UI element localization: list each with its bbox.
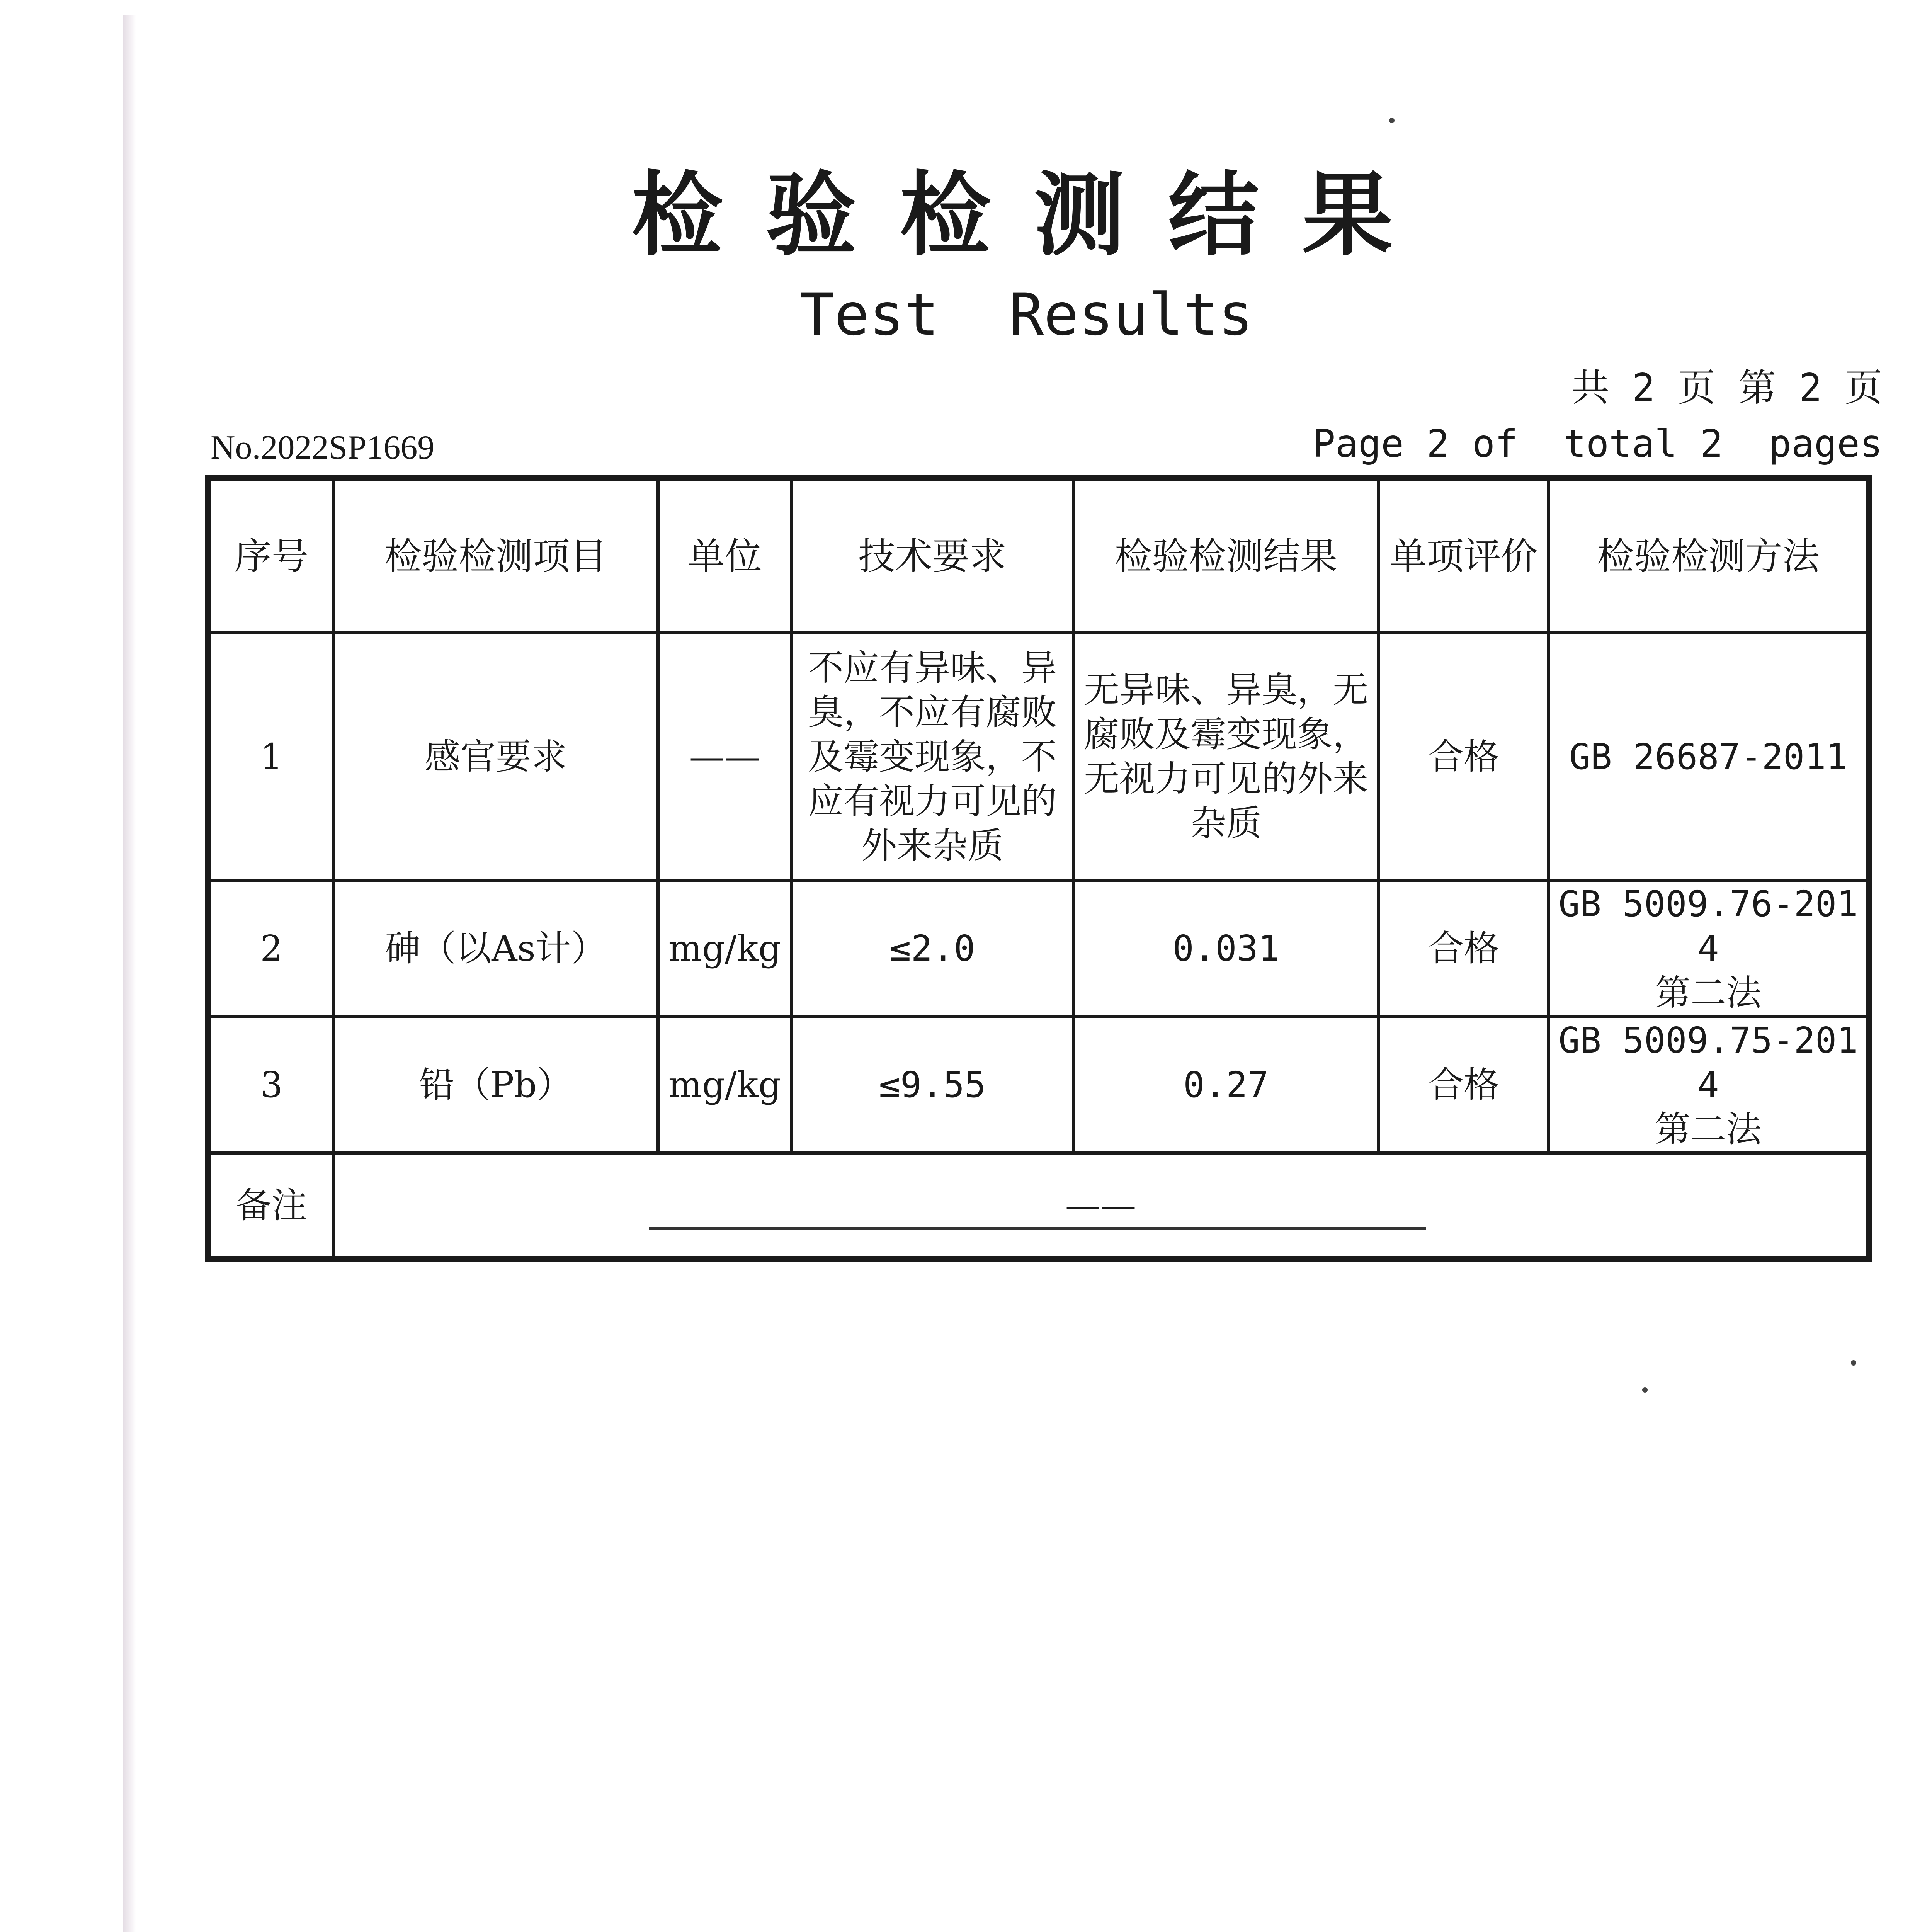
remarks-row [208,1153,1869,1259]
cell-evaluation: 合格 [1379,633,1549,880]
scan-speck [1851,1360,1856,1366]
cell-evaluation: 合格 [1379,880,1549,1017]
report-number: No.2022SP1669 [211,429,435,466]
col-header-item: 检验检测项目 [333,478,658,633]
cell-evaluation: 合格 [1379,1017,1549,1153]
page-title-en: Test Results [799,281,1253,349]
cell-method: GB 26687-2011 [1549,633,1869,880]
table-header-row [208,478,1869,633]
results-table [205,475,1872,1262]
method-standard: GB 5009.76-2014 [1558,883,1858,969]
cell-item: 铅（Pb） [333,1017,658,1153]
page-count-en: Page 2 of total 2 pages [1312,422,1883,466]
col-header-requirement: 技术要求 [791,478,1073,633]
cell-requirement: ≤2.0 [791,880,1073,1017]
page-title-cn: 检验检测结果 [632,163,1436,268]
cell-unit: mg/kg [658,880,791,1017]
cell-requirement: 不应有异味、异臭，不应有腐败及霉变现象，不应有视力可见的外来杂质 [791,633,1073,880]
cell-requirement: ≤9.55 [791,1017,1073,1153]
cell-unit: mg/kg [658,1017,791,1153]
cell-no: 3 [208,1017,333,1153]
col-header-no: 序号 [208,478,333,633]
cell-item: 感官要求 [333,633,658,880]
table-row [208,1017,1869,1153]
col-header-method: 检验检测方法 [1549,478,1869,633]
cell-unit: —— [658,633,791,880]
page-count-cn: 共 2 页 第 2 页 [1571,366,1883,410]
remarks-value: —— [333,1153,1869,1259]
cell-no: 2 [208,880,333,1017]
end-of-content-line [649,1227,1426,1230]
cell-method [1549,1017,1869,1153]
table-row [208,880,1869,1017]
method-note: 第二法 [1655,1109,1762,1150]
scan-speck [1389,118,1395,123]
method-standard: GB 5009.75-2014 [1558,1020,1858,1105]
remarks-label: 备注 [208,1153,333,1259]
cell-item: 砷（以As计） [333,880,658,1017]
cell-no: 1 [208,633,333,880]
method-note: 第二法 [1655,972,1762,1014]
table-row [208,633,1869,880]
col-header-unit: 单位 [658,478,791,633]
cell-result: 无异味、异臭，无腐败及霉变现象，无视力可见的外来杂质 [1073,633,1379,880]
scan-speck [1642,1387,1648,1393]
cell-result: 0.031 [1073,880,1379,1017]
cell-result: 0.27 [1073,1017,1379,1153]
col-header-evaluation: 单项评价 [1379,478,1549,633]
col-header-result: 检验检测结果 [1073,478,1379,633]
cell-method [1549,880,1869,1017]
